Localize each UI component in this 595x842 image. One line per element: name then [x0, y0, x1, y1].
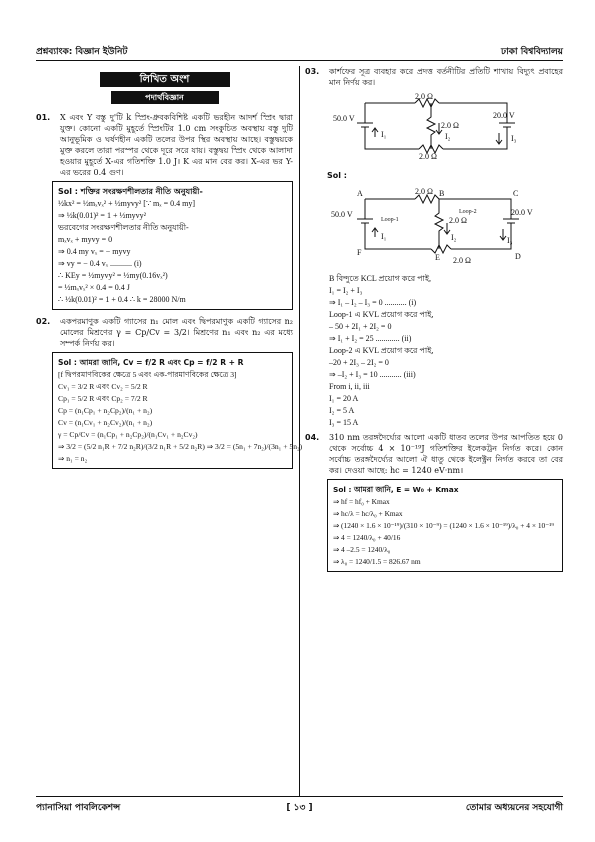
solution-line: ⇒ (1240 × 1.6 × 10⁻¹⁹)/(310 × 10⁻⁹) = (1240 × 1.6 × 10⁻¹⁹)/λ₀ + 4 × 10⁻¹⁹ — [333, 521, 554, 530]
solution-line: From i, ii, iii — [329, 382, 370, 391]
solution-line: [f দ্বিপরমাণবিকের ক্ষেত্রে 5 এবং এক-পারমাণবিকের ক্ষেত্রে 3] — [58, 370, 237, 379]
current-label: I₂ — [451, 233, 457, 242]
resistor-label: 2.0 Ω — [419, 152, 437, 161]
header-rule — [36, 60, 563, 61]
solution-line: ⇒ λ₀ = 1240/1.5 = 826.67 nm — [333, 557, 421, 566]
solution-line: ⇒ 0.4 my vₓ = − myvy — [58, 247, 131, 256]
solution-03 — [329, 273, 563, 428]
solution-line: B বিন্দুতে KCL প্রয়োগ করে পাই, — [329, 274, 432, 283]
circuit-diagram-1 — [335, 93, 535, 163]
loop-label: Loop-1 — [381, 217, 399, 223]
resistor-label: 2.0 Ω — [449, 216, 467, 225]
solution-line: ⇒ hc/λ = hc/λ₀ + Kmax — [333, 509, 403, 518]
solution-line: ⇒ 4 = 1240/λ₀ + 40/16 — [333, 533, 401, 542]
solution-box-01 — [52, 181, 293, 310]
question-03 — [305, 66, 563, 88]
solution-line: ⇒ vy = − 0.4 vₓ ........... (i) — [58, 259, 142, 268]
solution-line: Loop-2 এ KVL প্রয়োগ করে পাই, — [329, 346, 434, 355]
solution-line: Sol : আমরা জানি, E = W₀ + Kmax — [333, 485, 459, 494]
voltage-label: 20.0 V — [511, 208, 533, 217]
solution-line: Cp₁ = 5/2 R এবং Cp₂ = 7/2 R — [58, 394, 148, 403]
question-02 — [36, 316, 293, 349]
solution-line: ∴ KEy = ½myvy² = ½my(0.16vₓ²) — [58, 271, 168, 280]
solution-line: Sol : আমরা জানি, Cv = f/2 R এবং Cp = f/2 R + R — [58, 358, 244, 367]
solution-line: ½kx² = ½mₓvₓ² + ½myvy² [∵ mₓ = 0.4 my] — [58, 199, 195, 208]
node-label: C — [513, 189, 519, 198]
solution-line: Loop-1 এ KVL প্রয়োগ করে পাই, — [329, 310, 434, 319]
solution-line: ⇒ n₁ = n₂ — [58, 454, 88, 463]
header-right: ঢাকা বিশ্ববিদ্যালয় — [500, 47, 563, 57]
question-number: 01. — [36, 113, 51, 122]
node-label: E — [435, 253, 440, 262]
solution-line: ⇒ –I₂ + I₃ = 10 ........... (iii) — [329, 370, 416, 379]
resistor-label: 2.0 Ω — [415, 187, 433, 196]
solution-box-04 — [327, 479, 563, 572]
current-label: I₃ — [511, 134, 517, 143]
current-label: I₂ — [445, 132, 451, 141]
voltage-label: 50.0 V — [331, 210, 353, 219]
current-label: I₃ — [507, 236, 513, 245]
solution-line: I₃ = 15 A — [329, 418, 359, 427]
solution-line: ভরবেগের সংরক্ষণশীলতার নীতি অনুযায়ী- — [58, 223, 189, 232]
solution-line: ⇒ ½k(0.01)² = 1 + ½myvy² — [58, 211, 147, 220]
page-header — [36, 44, 563, 58]
question-text: X এবং Y বস্তু দু'টি k স্প্রিং-ধ্রুবকবিশিষ্ট একটি ভরহীন আদর্শ স্প্রিং দ্বারা যুক্ত। কোনো একটি মুহূর্তে স্প্রিংটির 1.0 cm সংকুচিত অবস্থায় বস্তু দুটি আনুভূমিক ও ঘর্ষণহীন একটি তলের উপর স্থির অবস্থায় আছে। বস্তুদ্বয়কে মুক্ত করলে তারা পরস্পর থেকে দূরে সরে যায়। বস্তুদ্বয় স্প্রিং থেকে আলাদা হওয়ার মুহূর্তে X-এর গতিশক্তি 1.0 J। K এর মান বের কর। X-এর ভর Y-এর ভরের 0.4 গুণ। — [60, 113, 293, 177]
subject-title: পদার্থবিজ্ঞান — [111, 91, 219, 104]
resistor-label: 2.0 Ω — [441, 121, 459, 130]
footer-tagline: তোমার অধ্যয়নের সহযোগী — [465, 803, 563, 813]
node-label: F — [357, 248, 362, 257]
node-label: D — [515, 252, 521, 261]
page-footer — [36, 800, 563, 814]
question-number: 02. — [36, 317, 51, 326]
solution-line: ∴ ½k(0.01)² = 1 + 0.4 ∴ k = 28000 N/m — [58, 295, 186, 304]
page-number: [ ১৩ ] — [286, 803, 313, 813]
section-title: লিখিত অংশ — [100, 72, 230, 87]
column-divider — [299, 66, 300, 796]
solution-line: = ½mₓvₓ² × 0.4 = 0.4 J — [58, 283, 130, 292]
solution-line: I₁ = I₂ + I₃ — [329, 286, 363, 295]
loop-label: Loop-2 — [459, 209, 477, 215]
solution-label: Sol : — [327, 171, 347, 180]
node-label: A — [357, 189, 363, 198]
solution-line: Sol : শক্তির সংরক্ষণশীলতার নীতি অনুযায়ী- — [58, 187, 203, 196]
solution-line: Cv₁ = 3/2 R এবং Cv₂ = 5/2 R — [58, 382, 148, 391]
solution-line: ⇒ hf = hf₀ + Kmax — [333, 497, 390, 506]
question-number: 03. — [305, 67, 320, 76]
solution-line: Cv = (n₁Cv₁ + n₂Cv₂)/(n₁ + n₂) — [58, 418, 153, 427]
solution-line: mₓvₓ + myvy = 0 — [58, 235, 113, 244]
solution-box-02 — [52, 352, 303, 469]
solution-line: I₁ = 20 A — [329, 394, 359, 403]
footer-rule — [36, 796, 563, 797]
solution-line: Cp = (n₁Cp₁ + n₂Cp₂)/(n₁ + n₂) — [58, 406, 153, 415]
solution-line: –20 + 2I₃ – 2I₂ = 0 — [329, 358, 389, 367]
solution-line: I₂ = 5 A — [329, 406, 355, 415]
footer-publisher: প্যানাসিয়া পাবলিকেশন্স — [36, 803, 121, 813]
voltage-label: 50.0 V — [333, 114, 355, 123]
solution-line: ⇒ 3/2 = (5/2 n₁R + 7/2 n₂R)/(3/2 n₁R + 5/2 n₂R) ⇒ 3/2 = (5n₁ + 7n₂)/(3n₁ + 5n₂) — [58, 442, 303, 451]
question-text: 310 nm তরঙ্গদৈর্ঘ্যের আলো একটি ধাতব তলের উপর আপতিত হয়ে 0 থেকে সর্বোচ্চ 4 × 10⁻¹⁹J গতিশক্তির ইলেকট্রন নির্গত করে। কোন সর্বোচ্চ তরঙ্গদৈর্ঘ্যের আলো ঐ ধাতু থেকে ইলেক্ট্রন নির্গত করবে তা বের কর। দেওয়া আছে: hc = 1240 eV·nm। — [329, 433, 563, 475]
voltage-label: 20.0 V — [493, 111, 515, 120]
question-01 — [36, 112, 293, 178]
question-number: 04. — [305, 433, 320, 442]
node-label: B — [439, 189, 445, 198]
question-04 — [305, 432, 563, 476]
solution-line: ⇒ I₁ + I₂ = 25 ............ (ii) — [329, 334, 412, 343]
solution-line: – 50 + 2I₁ + 2I₂ = 0 — [329, 322, 392, 331]
resistor-label: 2.0 Ω — [453, 256, 471, 265]
circuit-diagram-2 — [331, 185, 545, 267]
solution-line: ⇒ 4 –2.5 = 1240/λ₀ — [333, 545, 391, 554]
current-label: I₁ — [381, 130, 387, 139]
resistor-label: 2.0 Ω — [415, 92, 433, 101]
solution-line: γ = Cp/Cv = (n₁Cp₁ + n₂Cp₂)/(n₁Cv₁ + n₂Cv₂) — [58, 430, 198, 439]
question-text: একপরমাণুক একটি গ্যাসের n₁ মোল এবং দ্বিপরমাণুক একটি গ্যাসের n₂ মোলের মিশ্রণের γ = Cp/Cv = 3/2। মিশ্রণের n₁ এবং n₂ এর মধ্যে সম্পর্ক নির্ণয় কর। — [60, 317, 293, 348]
question-text: কার্শফের সূত্র ব্যবহার করে প্রদত্ত বর্তনীটির প্রতিটি শাখায় বিদ্যুৎ প্রবাহের মান নির্ণয় কর। — [329, 67, 563, 87]
left-column — [36, 66, 303, 475]
solution-line: ⇒ I₁ – I₂ – I₃ = 0 ........... (i) — [329, 298, 417, 307]
right-column — [305, 66, 563, 578]
header-left: প্রশ্নব্যাংক: বিজ্ঞান ইউনিট — [36, 47, 128, 57]
current-label: I₁ — [381, 232, 387, 241]
